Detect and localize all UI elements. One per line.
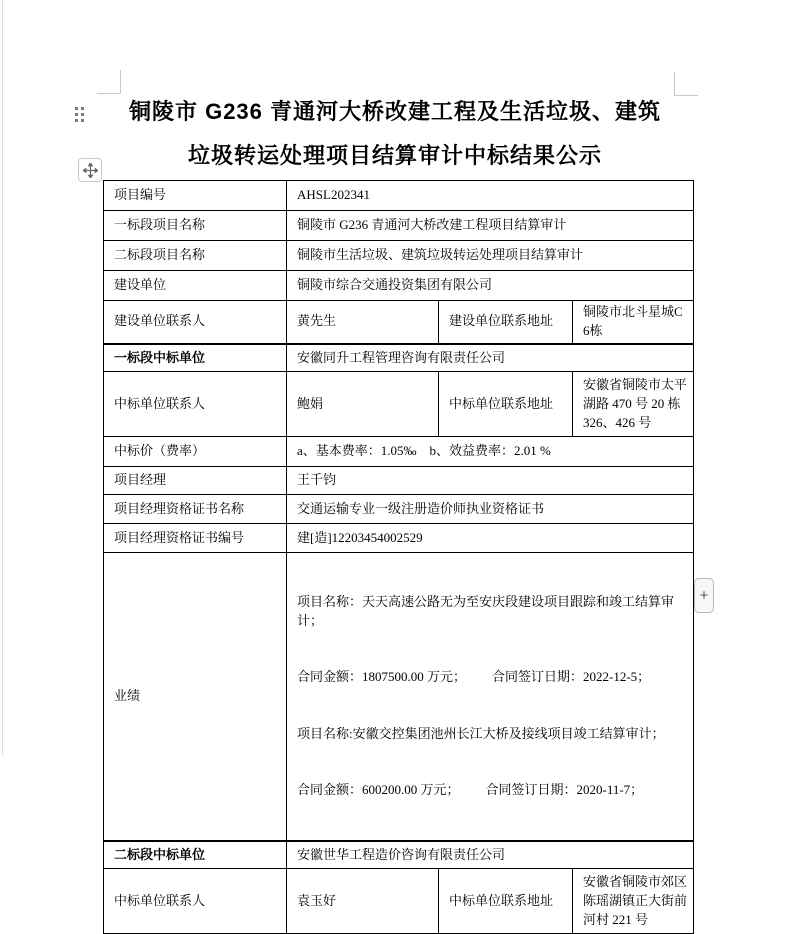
row-label[interactable]: 中标单位联系人 (104, 372, 287, 437)
document-title[interactable] (90, 90, 700, 178)
table-row-section1-winner (104, 344, 694, 372)
row-label[interactable]: 项目经理资格证书编号 (104, 524, 287, 553)
row-label-2[interactable]: 中标单位联系地址 (439, 372, 573, 437)
row-value[interactable]: 建[造]12203454002529 (287, 524, 694, 553)
row-value[interactable]: AHSL202341 (287, 181, 694, 211)
row-label[interactable]: 中标价（费率） (104, 437, 287, 467)
document-title-line2: 垃圾转运处理项目结算审计中标结果公示 (187, 143, 602, 168)
row-label[interactable]: 项目经理 (104, 467, 287, 495)
page-left-edge-divider (2, 0, 3, 755)
table-row-performance (104, 553, 694, 841)
row-label[interactable]: 业绩 (104, 553, 287, 841)
row-value[interactable]: 安徽世华工程造价咨询有限责任公司 (287, 841, 694, 869)
row-label[interactable]: 二标段中标单位 (104, 841, 287, 869)
row-value-2[interactable]: 安徽省铜陵市郊区陈瑶湖镇正大街前河村 221 号 (573, 869, 694, 934)
row-value-2[interactable]: 安徽省铜陵市太平湖路 470 号 20 栋 326、426 号 (573, 372, 694, 437)
row-value[interactable]: 鲍娟 (287, 372, 439, 437)
row-label[interactable]: 建设单位联系人 (104, 301, 287, 344)
row-value[interactable]: 交通运输专业一级注册造价师执业资格证书 (287, 495, 694, 524)
row-label[interactable]: 项目经理资格证书名称 (104, 495, 287, 524)
row-value[interactable]: 安徽同升工程管理咨询有限责任公司 (287, 344, 694, 372)
row-value[interactable]: 铜陵市 G236 青通河大桥改建工程项目结算审计 (287, 211, 694, 241)
bid-result-table (103, 180, 694, 934)
row-value[interactable]: 黄先生 (287, 301, 439, 344)
table-row-owner-unit (104, 271, 694, 301)
row-label[interactable]: 一标段中标单位 (104, 344, 287, 372)
row-value[interactable]: 铜陵市生活垃圾、建筑垃圾转运处理项目结算审计 (287, 241, 694, 271)
performance-line: 合同金额：600200.00 万元； 合同签订日期：2020-11-7； (297, 782, 644, 798)
document-title-line1: 铜陵市 G236 青通河大桥改建工程及生活垃圾、建筑 (128, 99, 662, 124)
performance-line: 项目名称:安徽交控集团池州长江大桥及接线项目竣工结算审计； (297, 725, 665, 741)
table-row-section1-project-name (104, 211, 694, 241)
row-value[interactable] (287, 553, 694, 841)
table-row-winner2-contact (104, 869, 694, 934)
row-label[interactable]: 二标段项目名称 (104, 241, 287, 271)
table-row-project-manager (104, 467, 694, 495)
row-label-2[interactable]: 建设单位联系地址 (439, 301, 573, 344)
row-value[interactable]: 王千钧 (287, 467, 694, 495)
row-value[interactable]: 铜陵市综合交通投资集团有限公司 (287, 271, 694, 301)
table-row-owner-contact (104, 301, 694, 344)
table-row-pm-certificate-number (104, 524, 694, 553)
row-label[interactable]: 建设单位 (104, 271, 287, 301)
plus-icon: + (699, 587, 709, 604)
row-value[interactable]: a、基本费率：1.05‰ b、效益费率：2.01 % (287, 437, 694, 467)
table-row-section2-winner (104, 841, 694, 869)
row-label[interactable]: 中标单位联系人 (104, 869, 287, 934)
row-value-2[interactable]: 铜陵市北斗星城C6栋 (573, 301, 694, 344)
row-label[interactable]: 项目编号 (104, 181, 287, 211)
table-row-winner1-contact (104, 372, 694, 437)
performance-line: 项目名称：天天高速公路无为至安庆段建设项目跟踪和竣工结算审计； (297, 593, 675, 628)
row-value[interactable]: 袁玉好 (287, 869, 439, 934)
table-row-section2-project-name (104, 241, 694, 271)
drag-handle-dots-icon[interactable] (75, 107, 84, 122)
table-row-pm-certificate-name (104, 495, 694, 524)
table-row-bid-price-rate (104, 437, 694, 467)
table-row-project-number (104, 181, 694, 211)
row-label[interactable]: 一标段项目名称 (104, 211, 287, 241)
row-label-2[interactable]: 中标单位联系地址 (439, 869, 573, 934)
performance-line: 合同金额：1807500.00 万元； 合同签订日期：2022-12-5； (297, 669, 651, 685)
add-table-row-button[interactable] (694, 578, 714, 613)
